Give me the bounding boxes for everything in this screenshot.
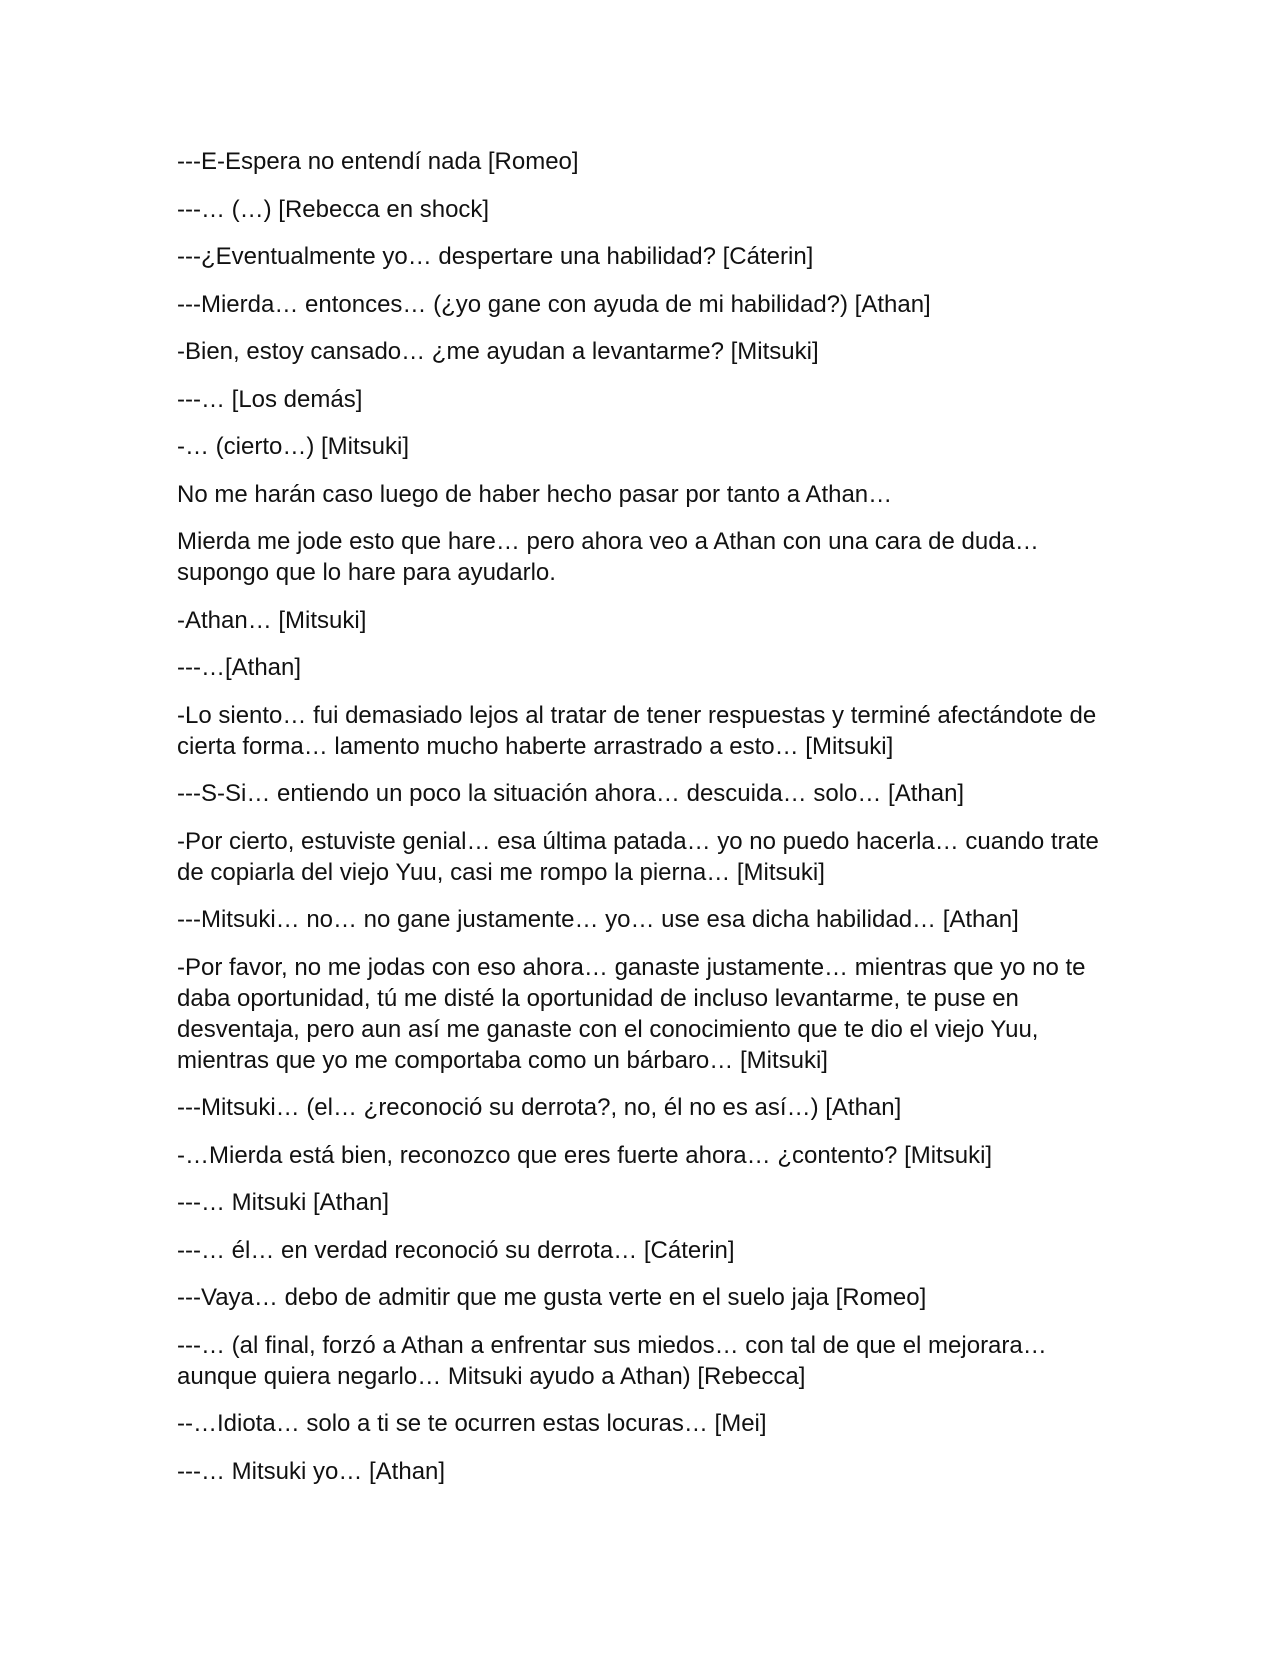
paragraph: ---… Mitsuki [Athan]: [177, 1189, 390, 1216]
paragraph: -… (cierto…) [Mitsuki]: [177, 433, 410, 460]
paragraph: ---… Mitsuki yo… [Athan]: [177, 1457, 446, 1485]
document-body: [177, 146, 1107, 1503]
paragraph: ---… (al final, forzó a Athan a enfrentar sus miedos… con tal de que el mejorara… aunque quiera negarlo… Mitsuki ayudo a Athan) [Rebecca]: [177, 1331, 1047, 1390]
paragraph: ---… [Los demás]: [177, 385, 363, 413]
paragraph: ---… (…) [Rebecca en shock]: [177, 195, 490, 223]
paragraph: -Por favor, no me jodas con eso ahora… ganaste justamente… mientras que yo no te daba oportunidad, tú me disté la oportunidad de incluso levantarme, te puse en desventaja, pero aun así me ganaste con el conocimiento que te dio el viejo Yuu, mientras que yo me comportaba como un bárbaro… [Mitsuki]: [177, 953, 1086, 1074]
paragraph: -Por cierto, estuviste genial… esa última patada… yo no puedo hacerla… cuando trate de copiarla del viejo Yuu, casi me rompo la pierna… [Mitsuki]: [177, 827, 1099, 886]
paragraph: ---E-Espera no entendí nada [Romeo]: [177, 148, 579, 175]
paragraph: Mierda me jode esto que hare… pero ahora veo a Athan con una cara de duda… supongo que lo hare para ayudarlo.: [177, 528, 1039, 586]
paragraph: -Athan… [Mitsuki]: [177, 606, 367, 634]
paragraph: ---¿Eventualmente yo… despertare una habilidad? [Cáterin]: [177, 243, 814, 270]
paragraph: ---S-Si… entiendo un poco la situación ahora… descuida… solo… [Athan]: [177, 780, 965, 807]
paragraph: -…Mierda está bien, reconozco que eres fuerte ahora… ¿contento? [Mitsuki]: [177, 1141, 993, 1169]
paragraph: -Bien, estoy cansado… ¿me ayudan a levantarme? [Mitsuki]: [177, 338, 819, 365]
paragraph: ---Mitsuki… no… no gane justamente… yo… use esa dicha habilidad… [Athan]: [177, 906, 1019, 933]
paragraph: -Lo siento… fui demasiado lejos al tratar de tener respuestas y terminé afectándote de cierta forma… lamento mucho haberte arrastrado a esto… [Mitsuki]: [177, 701, 1097, 760]
paragraph: ---…[Athan]: [177, 654, 302, 681]
paragraph: No me harán caso luego de haber hecho pasar por tanto a Athan…: [177, 480, 893, 508]
paragraph: ---Mierda… entonces… (¿yo gane con ayuda de mi habilidad?) [Athan]: [177, 290, 931, 318]
paragraph: ---Mitsuki… (el… ¿reconoció su derrota?, no, él no es así…) [Athan]: [177, 1094, 902, 1121]
paragraph: ---Vaya… debo de admitir que me gusta verte en el suelo jaja [Romeo]: [177, 1284, 927, 1311]
paragraph: --…Idiota… solo a ti se te ocurren estas locuras… [Mei]: [177, 1410, 767, 1437]
paragraph: ---… él… en verdad reconoció su derrota… [Cáterin]: [177, 1236, 735, 1264]
